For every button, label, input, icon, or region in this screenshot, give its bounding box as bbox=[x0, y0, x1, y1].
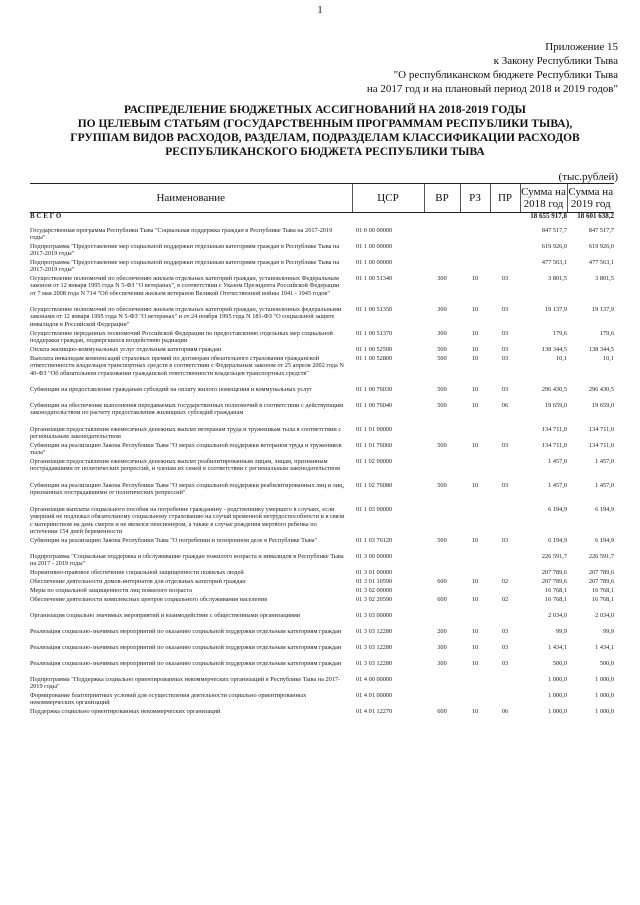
row-csr: 01 1 00 52500 bbox=[356, 346, 393, 353]
header-csr: ЦСР bbox=[352, 184, 424, 213]
row-sum-2019: 1 000,0 bbox=[595, 692, 614, 699]
row-csr: 01 3 01 10590 bbox=[356, 578, 393, 585]
row-vr bbox=[424, 259, 460, 275]
row-sum-2018: 207 789,6 bbox=[541, 569, 567, 576]
row-csr: 01 1 00 00000 bbox=[356, 243, 393, 250]
row-sum-2018: 138 344,5 bbox=[541, 346, 567, 353]
header-sum-2019-line2: 2019 год bbox=[570, 198, 611, 210]
row-sum-2018: 10,1 bbox=[555, 355, 567, 362]
header-pr: ПР bbox=[490, 184, 520, 213]
appendix-line-3: "О республиканском бюджете Республики Тыва bbox=[393, 69, 618, 81]
table-row bbox=[30, 330, 614, 346]
units-label: (тыс.рублей) bbox=[558, 171, 618, 183]
row-vr bbox=[424, 458, 460, 482]
row-pr: 03 bbox=[501, 660, 509, 667]
row-rz: 10 bbox=[471, 708, 479, 715]
row-name: Реализация социально-значимых мероприятий по оказанию социальной поддержки отдельным категориям граждан bbox=[30, 660, 342, 667]
row-rz bbox=[460, 692, 490, 708]
row-pr bbox=[490, 587, 520, 596]
row-rz bbox=[460, 243, 490, 259]
row-rz: 10 bbox=[471, 306, 479, 313]
header-sum-2018-line2: 2018 год bbox=[523, 198, 564, 210]
table-row bbox=[30, 243, 614, 259]
row-csr: 01 0 00 00000 bbox=[356, 227, 393, 234]
row-csr: 01 3 03 12280 bbox=[356, 644, 393, 651]
row-name: Осуществление переданных полномочий Российской Федерации по предоставлению отдельных мер социальной поддержки граждан, подвергшихся воздействию радиации bbox=[30, 330, 333, 345]
table-header-row bbox=[30, 184, 614, 213]
row-name: Меры по социальной защищенности лиц пожилого возраста bbox=[30, 587, 192, 594]
row-rz bbox=[460, 458, 490, 482]
row-pr bbox=[490, 227, 520, 243]
row-vr: 500 bbox=[437, 537, 447, 544]
row-vr: 300 bbox=[437, 644, 447, 651]
row-name: Субвенции на реализацию Закона Республики Тыва "О мерах социальной поддержки реабилитированных лиц и лиц, признанных пострадавшими от политических репрессий" bbox=[30, 482, 345, 497]
row-rz: 10 bbox=[471, 355, 479, 362]
row-vr: 300 bbox=[437, 275, 447, 282]
row-pr bbox=[490, 426, 520, 442]
row-sum-2018: 2 034,0 bbox=[548, 612, 567, 619]
row-sum-2019: 19 659,0 bbox=[591, 402, 614, 409]
row-csr: 01 3 03 12280 bbox=[356, 660, 393, 667]
header-sum-2019-line1: Сумма на bbox=[568, 186, 614, 198]
row-vr: 600 bbox=[437, 596, 447, 603]
row-sum-2019: 500,0 bbox=[599, 660, 614, 667]
row-sum-2018: 16 768,1 bbox=[544, 596, 567, 603]
row-csr: 01 1 02 00000 bbox=[356, 458, 393, 465]
row-pr bbox=[490, 569, 520, 578]
row-csr: 01 1 01 00000 bbox=[356, 426, 393, 433]
row-csr: 01 3 02 00000 bbox=[356, 587, 393, 594]
row-csr: 01 4 01 12270 bbox=[356, 708, 393, 715]
row-name: Организация предоставления ежемесячных денежных выплат ветеранам труда и труженикам тыла в соответствии с региональным законодательством bbox=[30, 426, 342, 441]
table-row bbox=[30, 553, 614, 569]
table-row bbox=[30, 442, 614, 458]
row-sum-2018: 1 457,0 bbox=[548, 482, 567, 489]
header-name: Наименование bbox=[30, 184, 352, 213]
row-sum-2019: 1 434,1 bbox=[595, 644, 614, 651]
row-rz bbox=[460, 569, 490, 578]
row-csr: 01 1 00 51340 bbox=[356, 275, 393, 282]
row-name: Реализация социально-значимых мероприятий по оказанию социальной поддержки отдельным категориям граждан bbox=[30, 644, 342, 651]
row-pr: 03 bbox=[501, 275, 509, 282]
row-sum-2019: 847 517,7 bbox=[588, 227, 614, 234]
row-rz: 10 bbox=[471, 482, 479, 489]
row-rz bbox=[460, 612, 490, 628]
row-name: Организация социально значимых мероприятий и взаимодействие с общественными организациями bbox=[30, 612, 301, 619]
row-name: Обеспечение деятельности домов-интернатов для отдельных категорий граждан bbox=[30, 578, 246, 585]
row-name: Субвенции на реализацию Закона Республики Тыва "О погребении и похоронном деле в Республике Тыва" bbox=[30, 537, 318, 544]
row-vr bbox=[424, 227, 460, 243]
row-name: Субвенции на реализацию Закона Республики Тыва "О мерах социальной поддержки ветеранов труда и тружеников тыла" bbox=[30, 442, 342, 457]
row-sum-2019: 6 194,9 bbox=[595, 506, 614, 513]
row-vr: 200 bbox=[437, 628, 447, 635]
row-sum-2019: 134 711,0 bbox=[589, 442, 614, 449]
row-pr bbox=[490, 612, 520, 628]
total-label: В С Е Г О bbox=[30, 212, 62, 220]
row-sum-2018: 19 659,0 bbox=[544, 402, 567, 409]
row-rz bbox=[460, 676, 490, 692]
row-rz: 10 bbox=[471, 442, 479, 449]
row-vr bbox=[424, 506, 460, 537]
row-name: Осуществление полномочий по обеспечению жильем отдельных категорий граждан, установленных Федеральным законом от 12 января 1995 года N 5-ФЗ "О ветеранах", в соответствии с Указом Президента Российской Федерации от 7 мая 2008 года N 714 "Об обеспечении жильем ветеранов Великой Отечественной войны 1941 - 1945 годов" bbox=[30, 275, 340, 297]
appendix-header bbox=[367, 40, 618, 96]
table-row bbox=[30, 506, 614, 537]
row-sum-2018: 847 517,7 bbox=[541, 227, 567, 234]
row-name: Реализация социально-значимых мероприятий по оказанию социальной поддержки отдельным категориям граждан bbox=[30, 628, 342, 635]
table-row bbox=[30, 676, 614, 692]
row-vr: 300 bbox=[437, 306, 447, 313]
row-sum-2018: 6 194,9 bbox=[548, 506, 567, 513]
table-row bbox=[30, 578, 614, 587]
row-sum-2019: 207 789,6 bbox=[588, 578, 614, 585]
row-rz: 10 bbox=[471, 386, 479, 393]
table-row bbox=[30, 259, 614, 275]
row-pr bbox=[490, 243, 520, 259]
row-pr: 03 bbox=[501, 306, 509, 313]
row-sum-2018: 134 711,0 bbox=[542, 442, 567, 449]
row-sum-2019: 1 000,0 bbox=[595, 676, 614, 683]
table-row bbox=[30, 692, 614, 708]
row-pr: 03 bbox=[501, 355, 509, 362]
title-line-3: ГРУППАМ ВИДОВ РАСХОДОВ, РАЗДЕЛАМ, ПОДРАЗДЕЛАМ КЛАССИФИКАЦИИ РАСХОДОВ bbox=[70, 132, 580, 144]
row-vr: 600 bbox=[437, 708, 447, 715]
row-rz: 10 bbox=[471, 346, 479, 353]
title-line-4: РЕСПУБЛИКАНСКОГО БЮДЖЕТА РЕСПУБЛИКИ ТЫВА bbox=[165, 146, 485, 158]
row-rz bbox=[460, 553, 490, 569]
row-sum-2019: 1 457,0 bbox=[595, 482, 614, 489]
title-line-2: ПО ЦЕЛЕВЫМ СТАТЬЯМ (ГОСУДАРСТВЕННЫМ ПРОГРАММАМ РЕСПУБЛИКИ ТЫВА), bbox=[77, 118, 573, 130]
row-pr bbox=[490, 458, 520, 482]
row-csr: 01 3 03 00000 bbox=[356, 612, 393, 619]
row-csr: 01 4 01 00000 bbox=[356, 692, 393, 699]
row-vr bbox=[424, 569, 460, 578]
table-row bbox=[30, 346, 614, 355]
row-csr: 01 1 03 00000 bbox=[356, 506, 393, 513]
row-sum-2019: 207 789,6 bbox=[588, 569, 614, 576]
row-sum-2019: 619 926,0 bbox=[588, 243, 614, 250]
row-name: Организация предоставления ежемесячных денежных выплат реабилитированным лицам, лицам, признанным пострадавшими от политических репрессий, и членам их семей в соответствии с региональным законодательством bbox=[30, 458, 340, 473]
table-row bbox=[30, 386, 614, 402]
row-csr: 01 3 03 12280 bbox=[356, 628, 393, 635]
row-vr: 300 bbox=[437, 660, 447, 667]
row-sum-2019: 477 563,1 bbox=[588, 259, 614, 266]
document-title bbox=[40, 103, 610, 159]
row-rz: 10 bbox=[471, 596, 479, 603]
row-sum-2018: 3 801,5 bbox=[548, 275, 567, 282]
row-sum-2018: 1 000,0 bbox=[548, 676, 567, 683]
row-rz: 10 bbox=[471, 402, 479, 409]
row-sum-2018: 179,6 bbox=[552, 330, 567, 337]
row-pr: 03 bbox=[501, 386, 509, 393]
row-name: Обеспечение деятельности комплексных центров социального обслуживания населения bbox=[30, 596, 267, 603]
table-row bbox=[30, 596, 614, 612]
table-row bbox=[30, 227, 614, 243]
row-name: Субвенции на предоставление гражданам субсидий на оплату жилого помещения и коммунальных услуг bbox=[30, 386, 313, 393]
appendix-line-4: на 2017 год и на плановый период 2018 и 2019 годов" bbox=[366, 83, 618, 95]
total-sum-2019: 18 601 638,2 bbox=[577, 212, 614, 220]
row-name: Поддержка социально ориентированных некоммерческих организаций bbox=[30, 708, 221, 715]
row-sum-2019: 179,6 bbox=[599, 330, 614, 337]
row-name: Осуществление полномочий по обеспечению жильем отдельных категорий граждан, установленных федеральными законами от 12 января 1995 года N 5-ФЗ "О ветеранах" и от 24 ноября 1995 года N 181-ФЗ "О социальной защите инвалидов в Российской Федерации" bbox=[30, 306, 342, 328]
row-csr: 01 3 02 20590 bbox=[356, 596, 393, 603]
row-sum-2019: 3 801,5 bbox=[595, 275, 614, 282]
row-vr: 500 bbox=[437, 442, 447, 449]
table-row bbox=[30, 660, 614, 676]
row-csr: 01 1 03 76120 bbox=[356, 537, 393, 544]
row-sum-2019: 99,9 bbox=[602, 628, 614, 635]
row-name: Подпрограмма "Предоставление мер социальной поддержки отдельным категориям граждан в Республике Тыва на 2017-2019 годы" bbox=[30, 259, 340, 274]
row-sum-2019: 226 591,7 bbox=[588, 553, 614, 560]
row-pr: 06 bbox=[501, 708, 509, 715]
row-pr: 02 bbox=[501, 596, 509, 603]
row-name: Нормативно-правовое обеспечение социальной защищенности пожилых людей bbox=[30, 569, 244, 576]
row-name: Подпрограмма "Предоставление мер социальной поддержки отдельным категориям граждан в Республике Тыва на 2017-2019 годы" bbox=[30, 243, 340, 258]
table-row bbox=[30, 482, 614, 506]
appendix-line-2: к Закону Республики Тыва bbox=[493, 55, 618, 67]
row-csr: 01 3 00 00000 bbox=[356, 553, 393, 560]
row-sum-2019: 1 457,0 bbox=[595, 458, 614, 465]
row-rz: 10 bbox=[471, 330, 479, 337]
row-csr: 01 1 00 52800 bbox=[356, 355, 393, 362]
table-row bbox=[30, 569, 614, 578]
row-pr bbox=[490, 259, 520, 275]
row-sum-2019: 16 768,1 bbox=[591, 596, 614, 603]
row-vr: 500 bbox=[437, 346, 447, 353]
row-vr: 500 bbox=[437, 482, 447, 489]
row-sum-2019: 10,1 bbox=[602, 355, 614, 362]
row-rz: 10 bbox=[471, 660, 479, 667]
row-sum-2019: 134 711,0 bbox=[589, 426, 614, 433]
row-pr: 03 bbox=[501, 346, 509, 353]
total-row bbox=[30, 213, 614, 223]
row-vr bbox=[424, 612, 460, 628]
row-pr bbox=[490, 692, 520, 708]
row-sum-2018: 16 768,1 bbox=[544, 587, 567, 594]
row-sum-2018: 1 457,0 bbox=[548, 458, 567, 465]
table-row bbox=[30, 458, 614, 482]
row-sum-2018: 19 137,9 bbox=[544, 306, 567, 313]
row-name: Выплата инвалидам компенсаций страховых премий по договорам обязательного страхования гражданской ответственности владельцев транспортных средств в соответствии с Федеральным законом от 25 апреля 2002 года N 40-ФЗ "Об обязательном страховании гражданской ответственности владельцев транспортных средств" bbox=[30, 355, 344, 377]
row-pr: 02 bbox=[501, 578, 509, 585]
row-rz bbox=[460, 227, 490, 243]
budget-table bbox=[30, 183, 614, 717]
row-pr: 03 bbox=[501, 537, 509, 544]
row-csr: 01 1 00 51350 bbox=[356, 306, 393, 313]
row-sum-2018: 1 434,1 bbox=[548, 644, 567, 651]
row-name: Подпрограмма "Поддержка социально ориентированных некоммерческих организаций в Республике Тыва на 2017-2019 годы" bbox=[30, 676, 341, 691]
row-sum-2018: 134 711,0 bbox=[542, 426, 567, 433]
row-csr: 01 1 00 76030 bbox=[356, 386, 393, 393]
row-csr: 01 1 00 76040 bbox=[356, 402, 393, 409]
row-vr bbox=[424, 692, 460, 708]
row-name: Государственная программа Республики Тыва "Социальная поддержка граждан в Республике Тыва на 2017-2019 годы" bbox=[30, 227, 333, 242]
row-pr bbox=[490, 553, 520, 569]
table-row bbox=[30, 306, 614, 330]
row-rz bbox=[460, 587, 490, 596]
table-row bbox=[30, 587, 614, 596]
table-row bbox=[30, 708, 614, 717]
table-row bbox=[30, 612, 614, 628]
row-sum-2018: 619 926,0 bbox=[541, 243, 567, 250]
row-rz: 10 bbox=[471, 578, 479, 585]
row-vr bbox=[424, 243, 460, 259]
row-pr: 06 bbox=[501, 402, 509, 409]
row-csr: 01 4 00 00000 bbox=[356, 676, 393, 683]
header-rz: РЗ bbox=[460, 184, 490, 213]
row-csr: 01 1 00 00000 bbox=[356, 259, 393, 266]
row-pr: 03 bbox=[501, 442, 509, 449]
header-vr: ВР bbox=[424, 184, 460, 213]
page-number: 1 bbox=[317, 4, 323, 16]
row-sum-2019: 296 430,5 bbox=[588, 386, 614, 393]
header-sum-2019 bbox=[567, 184, 614, 213]
row-sum-2019: 16 768,1 bbox=[591, 587, 614, 594]
row-rz: 10 bbox=[471, 644, 479, 651]
total-sum-2018: 18 655 917,8 bbox=[530, 212, 567, 220]
appendix-line-1: Приложение 15 bbox=[545, 41, 618, 53]
row-pr bbox=[490, 506, 520, 537]
row-vr: 500 bbox=[437, 402, 447, 409]
row-sum-2019: 19 137,9 bbox=[591, 306, 614, 313]
row-sum-2018: 207 789,6 bbox=[541, 578, 567, 585]
row-rz bbox=[460, 259, 490, 275]
row-sum-2019: 1 000,0 bbox=[595, 708, 614, 715]
table-row bbox=[30, 537, 614, 553]
row-sum-2018: 226 591,7 bbox=[541, 553, 567, 560]
row-pr: 03 bbox=[501, 628, 509, 635]
row-sum-2018: 500,0 bbox=[552, 660, 567, 667]
row-sum-2018: 296 430,5 bbox=[541, 386, 567, 393]
row-rz: 10 bbox=[471, 628, 479, 635]
row-vr bbox=[424, 587, 460, 596]
table-row bbox=[30, 644, 614, 660]
row-csr: 01 3 01 00000 bbox=[356, 569, 393, 576]
row-sum-2018: 99,9 bbox=[555, 628, 567, 635]
row-name: Субвенции на обеспечение выполнения передаваемых государственных полномочий в соответствии с действующим законодательством по расчету предоставления жилищных субсидий гражданам bbox=[30, 402, 344, 417]
row-vr: 500 bbox=[437, 355, 447, 362]
row-rz: 10 bbox=[471, 537, 479, 544]
table-row bbox=[30, 402, 614, 426]
row-vr: 600 bbox=[437, 578, 447, 585]
row-name: Организация выплаты социального пособия на погребение гражданину - родственнику умершего в случаях, если умерший не подлежал обязательному социальному страхованию на случай временной нетрудоспособности и в связи с материнством на день смерти и не являлся пенсионером, а также в случае рождения мертвого ребенка по истечении 154 дней беременности bbox=[30, 506, 345, 536]
row-rz: 10 bbox=[471, 275, 479, 282]
row-pr: 03 bbox=[501, 482, 509, 489]
row-sum-2018: 1 000,0 bbox=[548, 708, 567, 715]
row-rz bbox=[460, 426, 490, 442]
row-pr bbox=[490, 676, 520, 692]
row-pr: 03 bbox=[501, 330, 509, 337]
row-csr: 01 1 01 76060 bbox=[356, 442, 393, 449]
table-row bbox=[30, 426, 614, 442]
row-vr bbox=[424, 553, 460, 569]
row-csr: 01 1 00 51370 bbox=[356, 330, 393, 337]
row-name: Подпрограмма "Социальная поддержка и обслуживание граждан пожилого возраста и инвалидов в Республике Тыва на 2017 - 2019 годы" bbox=[30, 553, 344, 568]
row-sum-2018: 1 000,0 bbox=[548, 692, 567, 699]
row-name: Формирование благоприятных условий для осуществления деятельности социально ориентированных некоммерческих организаций bbox=[30, 692, 307, 707]
table-row bbox=[30, 628, 614, 644]
row-sum-2018: 6 194,9 bbox=[548, 537, 567, 544]
row-rz bbox=[460, 506, 490, 537]
table-row bbox=[30, 355, 614, 386]
row-vr bbox=[424, 676, 460, 692]
header-sum-2018-line1: Сумма на bbox=[521, 186, 566, 198]
row-sum-2019: 138 344,5 bbox=[588, 346, 614, 353]
header-sum-2018 bbox=[520, 184, 567, 213]
row-vr: 500 bbox=[437, 386, 447, 393]
row-pr: 03 bbox=[501, 644, 509, 651]
title-line-1: РАСПРЕДЕЛЕНИЕ БЮДЖЕТНЫХ АССИГНОВАНИЙ НА 2018-2019 ГОДЫ bbox=[124, 104, 526, 116]
row-sum-2018: 477 563,1 bbox=[541, 259, 567, 266]
row-csr: 01 1 02 76080 bbox=[356, 482, 393, 489]
row-vr bbox=[424, 426, 460, 442]
table-row bbox=[30, 275, 614, 306]
row-vr: 300 bbox=[437, 330, 447, 337]
row-sum-2019: 2 034,0 bbox=[595, 612, 614, 619]
row-sum-2019: 6 194,9 bbox=[595, 537, 614, 544]
row-name: Оплата жилищно-коммунальных услуг отдельным категориям граждан bbox=[30, 346, 222, 353]
